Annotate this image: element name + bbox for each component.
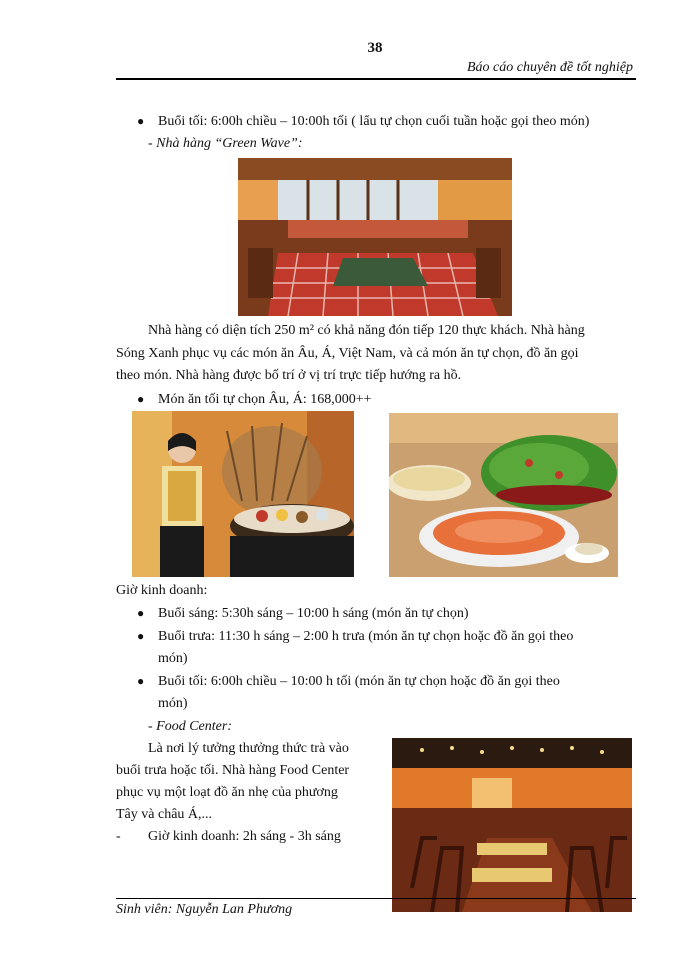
bullet-icon: ● xyxy=(137,606,145,620)
business-hours-label: Giờ kinh doanh: xyxy=(116,583,208,598)
buffet-staff-photo xyxy=(132,411,354,577)
evening-hours-line: Buổi tối: 6:00h chiều – 10:00h tối ( lẩu tự chọn cuối tuần hoặc gọi theo món) xyxy=(158,114,590,129)
green-wave-description-line: Nhà hàng có diện tích 250 m² có khả năng đón tiếp 120 thực khách. Nhà hàng xyxy=(148,323,585,338)
green-wave-heading: - Nhà hàng “Green Wave”: xyxy=(148,136,303,151)
green-wave-restaurant-photo xyxy=(238,158,512,316)
food-center-hours: Giờ kinh doanh: 2h sáng - 3h sáng xyxy=(148,829,341,844)
food-center-heading: - Food Center: xyxy=(148,719,232,734)
footer-student: Sinh viên: Nguyễn Lan Phương xyxy=(116,902,293,917)
bullet-icon: ● xyxy=(137,392,145,406)
green-wave-description-line: theo món. Nhà hàng được bố trí ở vị trí trực tiếp hướng ra hồ. xyxy=(116,368,462,383)
salad-buffet-photo xyxy=(389,413,618,577)
food-center-hours-dash: - xyxy=(116,829,121,844)
food-center-description-line: phục vụ một loạt đồ ăn nhẹ của phương xyxy=(116,785,338,800)
food-center-description-line: Là nơi lý tưởng thưởng thức trà vào xyxy=(148,741,349,756)
page-number: 38 xyxy=(367,40,383,56)
bullet-icon: ● xyxy=(137,114,145,128)
evening-hours: Buổi tối: 6:00h chiều – 10:00 h tối (món ăn tự chọn hoặc đồ ăn gọi theo xyxy=(158,674,560,689)
evening-hours-continuation: món) xyxy=(158,696,188,711)
food-center-description-line: Tây và châu Á,... xyxy=(116,807,213,822)
noon-hours-continuation: món) xyxy=(158,651,188,666)
header-divider xyxy=(116,78,636,80)
food-center-photo xyxy=(392,738,632,912)
bullet-icon: ● xyxy=(137,674,145,688)
header-title: Báo cáo chuyên đề tốt nghiệp xyxy=(466,60,633,75)
noon-hours: Buổi trưa: 11:30 h sáng – 2:00 h trưa (món ăn tự chọn hoặc đồ ăn gọi theo xyxy=(158,629,574,644)
bullet-icon: ● xyxy=(137,629,145,643)
morning-hours: Buổi sáng: 5:30h sáng – 10:00 h sáng (món ăn tự chọn) xyxy=(158,606,469,621)
buffet-price: Món ăn tối tự chọn Âu, Á: 168,000++ xyxy=(158,392,372,407)
footer-divider xyxy=(116,898,636,899)
green-wave-description-line: Sóng Xanh phục vụ các món ăn Âu, Á, Việt Nam, và cả món ăn tự chọn, đồ ăn gọi xyxy=(116,346,579,361)
food-center-description-line: buổi trưa hoặc tối. Nhà hàng Food Center xyxy=(116,763,350,778)
